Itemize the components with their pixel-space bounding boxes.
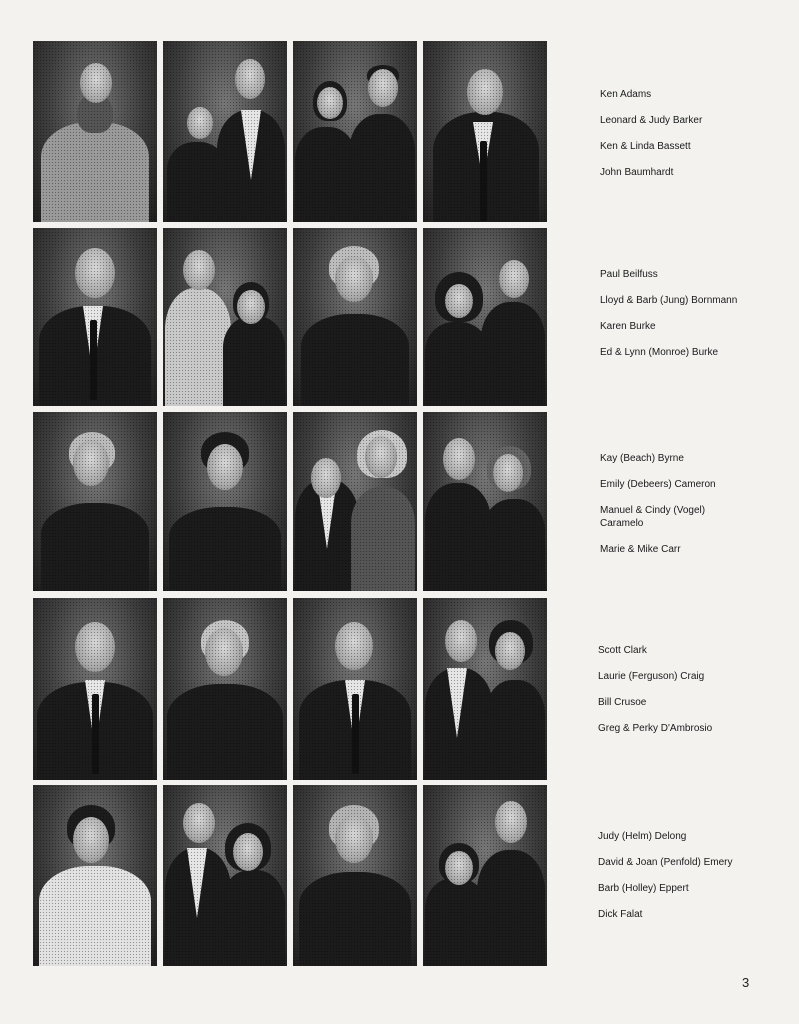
portrait-dick-falat <box>423 785 547 966</box>
photo-row-5 <box>33 785 549 966</box>
portrait-judy-delong <box>33 785 157 966</box>
photo-row-3 <box>33 412 549 591</box>
portrait-scott-clark <box>33 598 157 780</box>
name-label: Ken Adams <box>600 89 652 100</box>
photo-row-4 <box>33 598 549 780</box>
name-label: Laurie (Ferguson) Craig <box>598 671 705 682</box>
page-number: 3 <box>742 975 750 990</box>
portrait-john-baumhardt <box>423 41 547 222</box>
portrait-ken-adams <box>33 41 157 222</box>
names-group-4 <box>598 644 778 748</box>
name-label: John Baumhardt <box>600 167 674 178</box>
photo-row-2 <box>33 228 549 406</box>
name-label: Bill Crusoe <box>598 697 647 708</box>
name-label: Kay (Beach) Byrne <box>600 453 684 464</box>
name-label: Paul Beilfuss <box>600 269 658 280</box>
portrait-manuel-cindy-caramelo <box>293 412 417 591</box>
portrait-david-joan-emery <box>163 785 287 966</box>
portrait-kay-byrne <box>33 412 157 591</box>
name-label: David & Joan (Penfold) Emery <box>598 857 733 868</box>
portrait-paul-beilfuss <box>33 228 157 406</box>
name-label: Judy (Helm) Delong <box>598 831 687 842</box>
names-group-5 <box>598 830 778 934</box>
portrait-karen-burke <box>293 228 417 406</box>
name-label: Marie & Mike Carr <box>600 544 681 555</box>
name-label: Ken & Linda Bassett <box>600 141 691 152</box>
portrait-laurie-craig <box>163 598 287 780</box>
name-label: Ed & Lynn (Monroe) Burke <box>600 347 719 358</box>
names-group-1 <box>600 88 780 192</box>
photo-row-1 <box>33 41 549 222</box>
name-label: Manuel & Cindy (Vogel) Caramelo <box>600 505 706 529</box>
names-group-2 <box>600 268 780 372</box>
name-label: Lloyd & Barb (Jung) Bornmann <box>600 295 738 306</box>
portrait-greg-perky-dambrosio <box>423 598 547 780</box>
portrait-leonard-judy-barker <box>163 41 287 222</box>
name-label: Barb (Holley) Eppert <box>598 883 689 894</box>
portrait-bill-crusoe <box>293 598 417 780</box>
name-label: Scott Clark <box>598 645 647 656</box>
portrait-ed-lynn-burke <box>423 228 547 406</box>
portrait-emily-cameron <box>163 412 287 591</box>
portrait-marie-mike-carr <box>423 412 547 591</box>
portrait-ken-linda-bassett <box>293 41 417 222</box>
names-group-3 <box>600 452 730 569</box>
name-label: Karen Burke <box>600 321 656 332</box>
name-label: Greg & Perky D'Ambrosio <box>598 723 713 734</box>
name-label: Emily (Debeers) Cameron <box>600 479 716 490</box>
name-label: Dick Falat <box>598 909 643 920</box>
portrait-lloyd-barb-bornmann <box>163 228 287 406</box>
name-label: Leonard & Judy Barker <box>600 115 703 126</box>
portrait-barb-eppert <box>293 785 417 966</box>
